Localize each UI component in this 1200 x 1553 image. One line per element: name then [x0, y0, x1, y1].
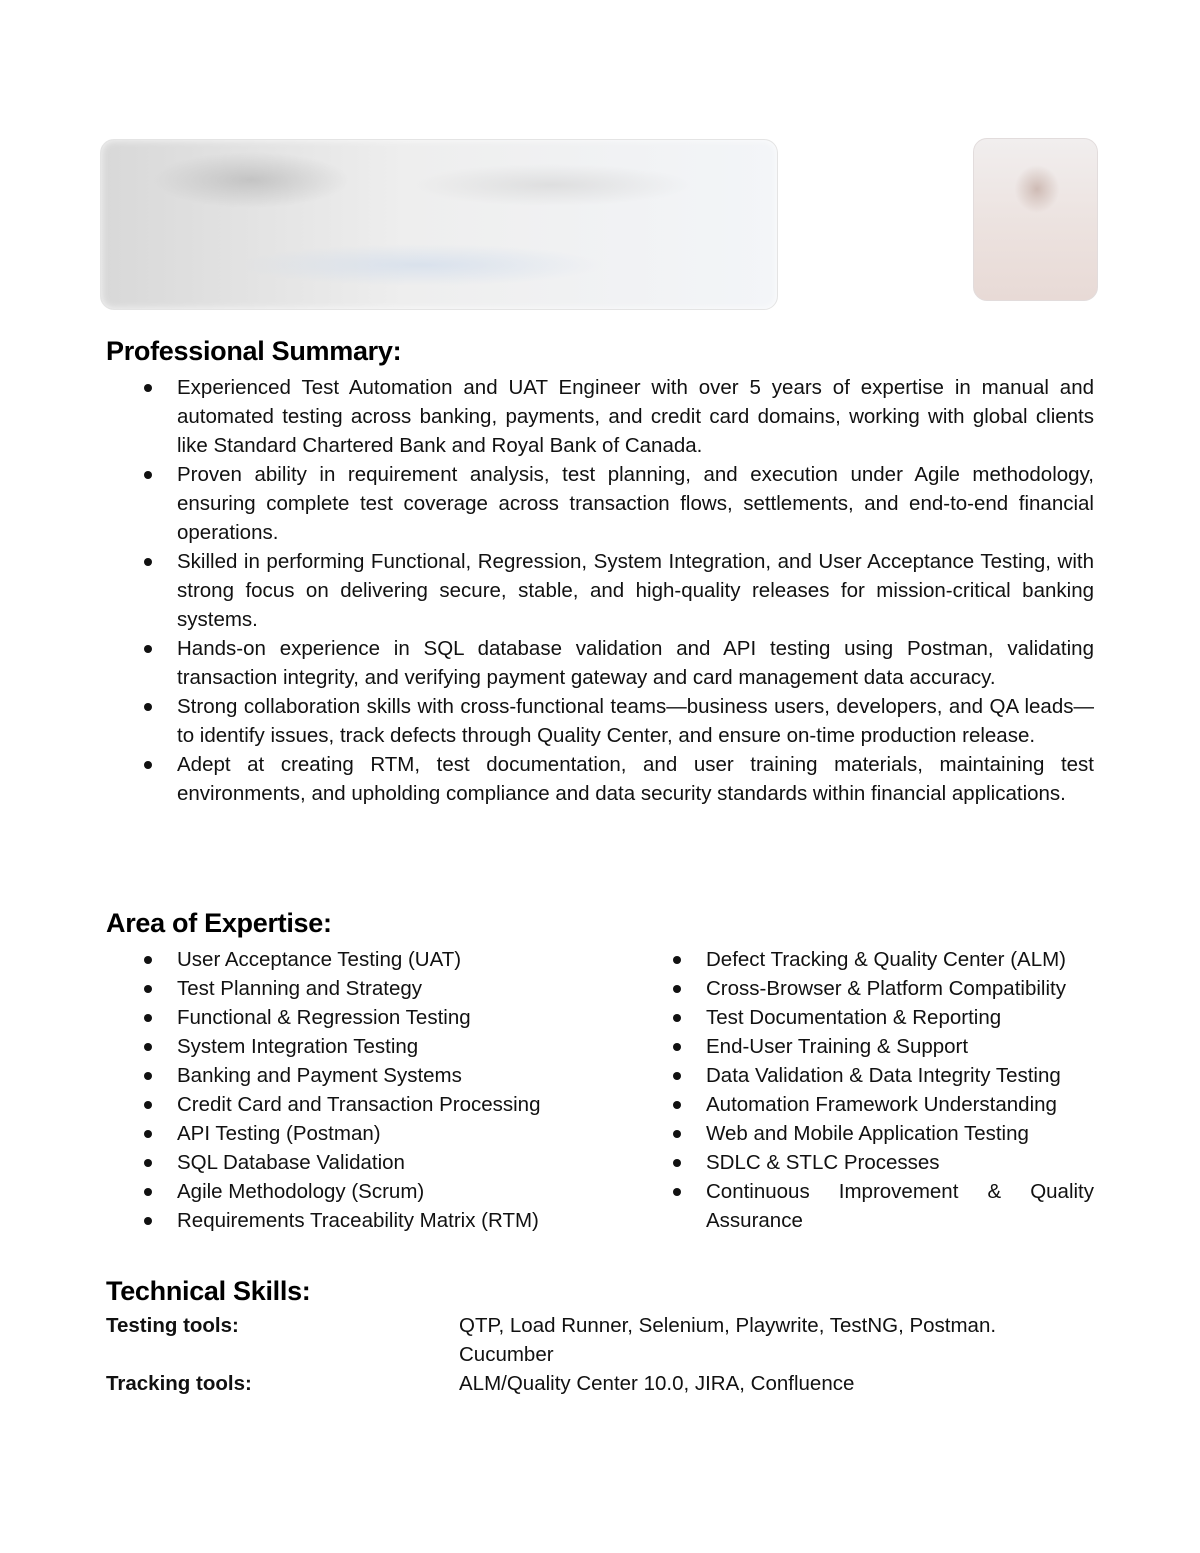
list-item: Continuous Improvement & Quality Assurance	[635, 1177, 1094, 1235]
list-item: Automation Framework Understanding	[635, 1090, 1094, 1119]
list-item: API Testing (Postman)	[106, 1119, 636, 1148]
list-item: Hands-on experience in SQL database validation and API testing using Postman, validating transaction integrity, and verifying payment gateway and card management data accuracy.	[106, 634, 1094, 692]
tracking-tools-value: ALM/Quality Center 10.0, JIRA, Confluence	[459, 1372, 855, 1395]
list-item: Test Documentation & Reporting	[635, 1003, 1094, 1032]
list-item: Requirements Traceability Matrix (RTM)	[106, 1206, 636, 1235]
tracking-tools-label: Tracking tools:	[106, 1372, 252, 1395]
list-item: Credit Card and Transaction Processing	[106, 1090, 636, 1119]
list-item: Experienced Test Automation and UAT Engineer with over 5 years of expertise in manual and automated testing across banking, payments, and credit card domains, working with global clients like Standard Chartered Bank and Royal Bank of Canada.	[106, 373, 1094, 460]
list-item: Adept at creating RTM, test documentation, and user training materials, maintaining test environments, and upholding compliance and data security standards within financial applications.	[106, 750, 1094, 808]
professional-summary-heading: Professional Summary:	[106, 336, 402, 366]
testing-tools-label: Testing tools:	[106, 1314, 239, 1337]
list-item: Defect Tracking & Quality Center (ALM)	[635, 945, 1094, 974]
professional-summary-list	[106, 373, 1094, 808]
list-item: Strong collaboration skills with cross-functional teams—business users, developers, and QA leads—to identify issues, track defects through Quality Center, and ensure on-time production release.	[106, 692, 1094, 750]
technical-skills-heading: Technical Skills:	[106, 1276, 311, 1306]
list-item: Test Planning and Strategy	[106, 974, 636, 1003]
list-item: Cross-Browser & Platform Compatibility	[635, 974, 1094, 1003]
list-item: System Integration Testing	[106, 1032, 636, 1061]
expertise-list-right	[635, 945, 1094, 1235]
list-item: User Acceptance Testing (UAT)	[106, 945, 636, 974]
expertise-list-left	[106, 945, 636, 1235]
list-item: Proven ability in requirement analysis, test planning, and execution under Agile methodology, ensuring complete test coverage across transaction flows, settlements, and end-to-end financial operations.	[106, 460, 1094, 547]
list-item: Functional & Regression Testing	[106, 1003, 636, 1032]
redacted-header-block	[100, 139, 778, 310]
list-item: Data Validation & Data Integrity Testing	[635, 1061, 1094, 1090]
list-item: Web and Mobile Application Testing	[635, 1119, 1094, 1148]
area-of-expertise-heading: Area of Expertise:	[106, 908, 332, 938]
list-item: Banking and Payment Systems	[106, 1061, 636, 1090]
list-item: End-User Training & Support	[635, 1032, 1094, 1061]
testing-tools-value: QTP, Load Runner, Selenium, Playwrite, TestNG, Postman. Cucumber	[459, 1314, 997, 1366]
list-item: Agile Methodology (Scrum)	[106, 1177, 636, 1206]
list-item: SDLC & STLC Processes	[635, 1148, 1094, 1177]
list-item: SQL Database Validation	[106, 1148, 636, 1177]
list-item: Skilled in performing Functional, Regression, System Integration, and User Acceptance Testing, with strong focus on delivering secure, stable, and high-quality releases for mission-critical banking systems.	[106, 547, 1094, 634]
redacted-profile-photo	[973, 138, 1098, 301]
